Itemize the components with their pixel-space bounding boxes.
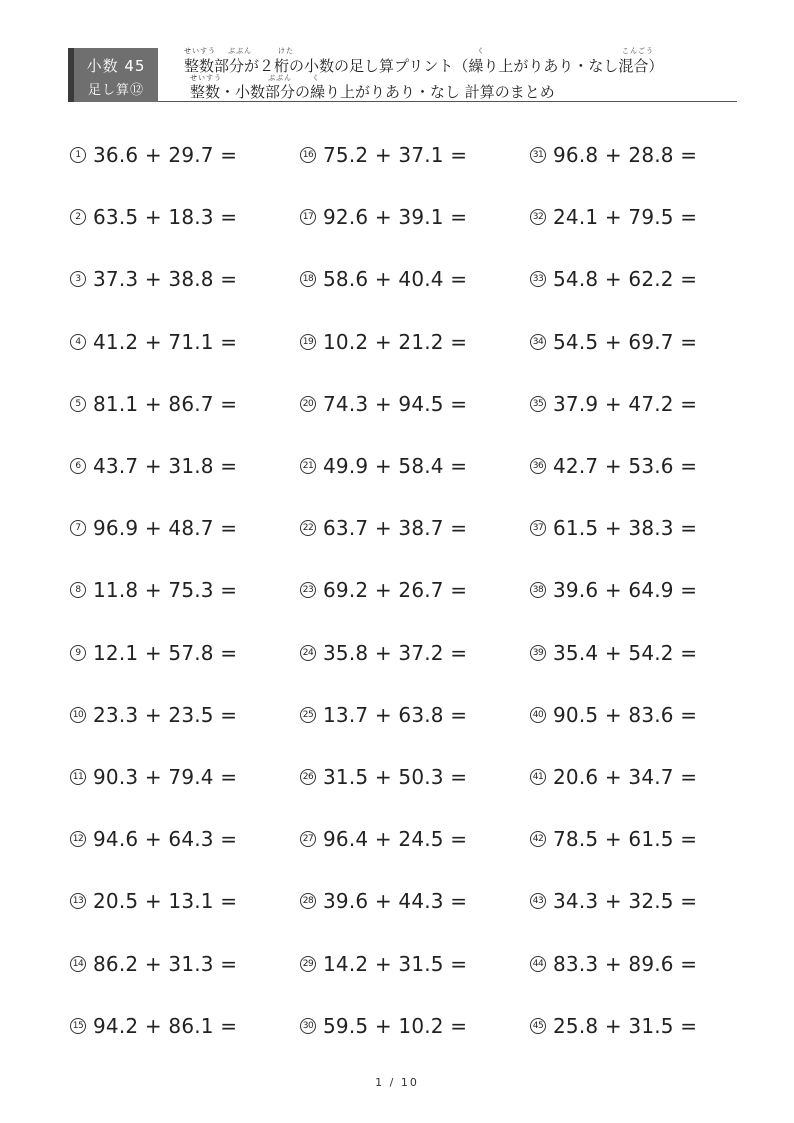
problem-item bbox=[300, 821, 467, 857]
problem-item bbox=[530, 324, 697, 360]
problem-expression: 37.9 + 47.2 = bbox=[553, 391, 698, 416]
problem-item bbox=[300, 510, 467, 546]
ruby-kongou: こんごう bbox=[622, 47, 654, 55]
problem-expression: 94.2 + 86.1 = bbox=[93, 1013, 238, 1038]
problem-number: 10 bbox=[70, 707, 86, 723]
problem-expression: 35.4 + 54.2 = bbox=[553, 640, 698, 665]
problem-item bbox=[300, 946, 467, 982]
header-divider bbox=[158, 101, 737, 102]
problem-expression: 96.4 + 24.5 = bbox=[323, 827, 468, 852]
problem-item bbox=[300, 635, 467, 671]
problem-item bbox=[530, 759, 697, 795]
problem-number: 32 bbox=[530, 209, 546, 225]
problem-number: 39 bbox=[530, 645, 546, 661]
problem-item bbox=[70, 572, 237, 608]
problem-number: 43 bbox=[530, 893, 546, 909]
problem-item bbox=[300, 261, 467, 297]
problem-number: 21 bbox=[300, 458, 316, 474]
problem-expression: 12.1 + 57.8 = bbox=[93, 640, 238, 665]
problem-item bbox=[530, 572, 697, 608]
problem-item bbox=[300, 697, 467, 733]
problem-expression: 14.2 + 31.5 = bbox=[323, 951, 468, 976]
problem-item bbox=[70, 759, 237, 795]
page-number: 1 / 10 bbox=[375, 1076, 419, 1089]
problem-expression: 49.9 + 58.4 = bbox=[323, 454, 468, 478]
problem-number: 45 bbox=[530, 1018, 546, 1034]
problem-expression: 86.2 + 31.3 = bbox=[93, 951, 238, 976]
problem-expression: 54.8 + 62.2 = bbox=[553, 267, 698, 292]
worksheet-label-unit: 小数 45 bbox=[86, 57, 146, 75]
problem-expression: 61.5 + 38.3 = bbox=[553, 516, 698, 541]
problem-number: 3 bbox=[70, 271, 86, 287]
worksheet-label bbox=[68, 48, 158, 102]
problem-item bbox=[70, 137, 237, 173]
problem-number: 26 bbox=[300, 769, 316, 785]
problem-number: 5 bbox=[70, 396, 86, 412]
problem-expression: 78.5 + 61.5 = bbox=[553, 827, 698, 852]
problem-item bbox=[70, 946, 237, 982]
problem-expression: 54.5 + 69.7 = bbox=[553, 329, 698, 354]
problem-item bbox=[530, 386, 697, 422]
problem-number: 29 bbox=[300, 956, 316, 972]
problem-number: 38 bbox=[530, 582, 546, 598]
problem-item bbox=[70, 697, 237, 733]
problem-expression: 10.2 + 21.2 = bbox=[323, 329, 468, 354]
problem-item bbox=[70, 821, 237, 857]
problem-number: 15 bbox=[70, 1018, 86, 1034]
problem-expression: 24.1 + 79.5 = bbox=[553, 205, 698, 230]
problem-number: 19 bbox=[300, 334, 316, 350]
problem-number: 30 bbox=[300, 1018, 316, 1034]
problem-item bbox=[70, 883, 237, 919]
ruby-bubun: ぶぶん bbox=[228, 47, 252, 55]
problem-number: 4 bbox=[70, 334, 86, 350]
ruby-keta: けた bbox=[278, 47, 294, 55]
problem-number: 41 bbox=[530, 769, 546, 785]
problem-expression: 59.5 + 10.2 = bbox=[323, 1013, 468, 1038]
problem-item bbox=[530, 1008, 697, 1044]
problem-number: 37 bbox=[530, 520, 546, 536]
problem-expression: 83.3 + 89.6 = bbox=[553, 951, 698, 976]
problem-number: 17 bbox=[300, 209, 316, 225]
problem-number: 2 bbox=[70, 209, 86, 225]
problem-item bbox=[70, 199, 237, 235]
worksheet-title bbox=[184, 46, 744, 102]
problem-item bbox=[70, 510, 237, 546]
problem-expression: 39.6 + 64.9 = bbox=[553, 578, 698, 603]
problem-item bbox=[70, 635, 237, 671]
problem-expression: 63.7 + 38.7 = bbox=[323, 516, 468, 541]
problem-item bbox=[70, 324, 237, 360]
problem-expression: 69.2 + 26.7 = bbox=[323, 578, 468, 603]
problem-number: 36 bbox=[530, 458, 546, 474]
problem-number: 16 bbox=[300, 147, 316, 163]
problem-number: 27 bbox=[300, 831, 316, 847]
problem-item bbox=[530, 199, 697, 235]
title-sub: 整数・小数部分の繰り上がりあり・なし 計算のまとめ bbox=[190, 83, 555, 101]
problem-expression: 35.8 + 37.2 = bbox=[323, 640, 468, 665]
problem-expression: 96.9 + 48.7 = bbox=[93, 516, 238, 541]
problem-expression: 90.3 + 79.4 = bbox=[93, 765, 238, 789]
problem-number: 18 bbox=[300, 271, 316, 287]
problem-number: 11 bbox=[70, 769, 86, 785]
ruby-ku: く bbox=[477, 47, 485, 55]
problem-number: 23 bbox=[300, 582, 316, 598]
problem-expression: 43.7 + 31.8 = bbox=[93, 454, 238, 478]
problem-item bbox=[530, 510, 697, 546]
problem-number: 7 bbox=[70, 520, 86, 536]
ruby2-seisuu: せいすう bbox=[190, 74, 222, 82]
problem-number: 33 bbox=[530, 271, 546, 287]
problem-item bbox=[300, 199, 467, 235]
problem-number: 25 bbox=[300, 707, 316, 723]
problem-expression: 34.3 + 32.5 = bbox=[553, 889, 698, 914]
problem-number: 44 bbox=[530, 956, 546, 972]
problem-expression: 63.5 + 18.3 = bbox=[93, 205, 238, 230]
problem-item bbox=[70, 448, 237, 484]
problem-expression: 92.6 + 39.1 = bbox=[323, 205, 468, 230]
problem-item bbox=[300, 137, 467, 173]
problem-expression: 74.3 + 94.5 = bbox=[323, 391, 468, 416]
worksheet-label-topic: 足し算⑫ bbox=[87, 83, 144, 98]
problem-expression: 41.2 + 71.1 = bbox=[93, 329, 238, 354]
problem-expression: 90.5 + 83.6 = bbox=[553, 702, 698, 727]
problem-expression: 81.1 + 86.7 = bbox=[93, 391, 238, 416]
problem-item bbox=[530, 883, 697, 919]
problem-expression: 42.7 + 53.6 = bbox=[553, 454, 698, 478]
problem-expression: 13.7 + 63.8 = bbox=[323, 702, 468, 727]
problem-expression: 20.5 + 13.1 = bbox=[93, 889, 238, 914]
title-main: 整数部分が２桁の小数の足し算プリント（繰り上がりあり・なし混合） bbox=[184, 57, 664, 75]
problem-expression: 23.3 + 23.5 = bbox=[93, 702, 238, 727]
ruby2-ku: く bbox=[312, 74, 320, 82]
problem-expression: 25.8 + 31.5 = bbox=[553, 1013, 698, 1038]
problem-item bbox=[300, 324, 467, 360]
problem-number: 9 bbox=[70, 645, 86, 661]
problem-number: 13 bbox=[70, 893, 86, 909]
problem-expression: 31.5 + 50.3 = bbox=[323, 765, 468, 789]
problem-item bbox=[530, 448, 697, 484]
ruby2-bubun: ぶぶん bbox=[268, 74, 292, 82]
problem-number: 6 bbox=[70, 458, 86, 474]
problem-item bbox=[300, 759, 467, 795]
problem-item bbox=[70, 1008, 237, 1044]
problem-item bbox=[530, 946, 697, 982]
ruby-seisuu: せいすう bbox=[184, 47, 216, 55]
problem-item bbox=[70, 261, 237, 297]
problem-number: 34 bbox=[530, 334, 546, 350]
problem-item bbox=[530, 821, 697, 857]
problem-expression: 75.2 + 37.1 = bbox=[323, 143, 468, 167]
problem-expression: 96.8 + 28.8 = bbox=[553, 143, 698, 167]
problem-number: 20 bbox=[300, 396, 316, 412]
problem-item bbox=[70, 386, 237, 422]
problem-number: 8 bbox=[70, 582, 86, 598]
problem-item bbox=[300, 1008, 467, 1044]
problem-item bbox=[300, 883, 467, 919]
problem-expression: 37.3 + 38.8 = bbox=[93, 267, 238, 292]
problem-expression: 11.8 + 75.3 = bbox=[93, 578, 238, 603]
problem-item bbox=[530, 137, 697, 173]
problem-number: 28 bbox=[300, 893, 316, 909]
problem-item bbox=[530, 261, 697, 297]
problem-item bbox=[300, 448, 467, 484]
problem-grid bbox=[70, 137, 750, 1057]
problem-number: 14 bbox=[70, 956, 86, 972]
problem-number: 40 bbox=[530, 707, 546, 723]
problem-expression: 39.6 + 44.3 = bbox=[323, 889, 468, 914]
problem-item bbox=[530, 635, 697, 671]
problem-item bbox=[530, 697, 697, 733]
problem-number: 31 bbox=[530, 147, 546, 163]
problem-number: 24 bbox=[300, 645, 316, 661]
problem-expression: 58.6 + 40.4 = bbox=[323, 267, 468, 292]
problem-number: 22 bbox=[300, 520, 316, 536]
problem-number: 1 bbox=[70, 147, 86, 163]
problem-number: 42 bbox=[530, 831, 546, 847]
problem-expression: 20.6 + 34.7 = bbox=[553, 765, 698, 789]
problem-expression: 36.6 + 29.7 = bbox=[93, 143, 238, 167]
problem-item bbox=[300, 386, 467, 422]
problem-number: 12 bbox=[70, 831, 86, 847]
problem-expression: 94.6 + 64.3 = bbox=[93, 827, 238, 852]
problem-number: 35 bbox=[530, 396, 546, 412]
problem-item bbox=[300, 572, 467, 608]
